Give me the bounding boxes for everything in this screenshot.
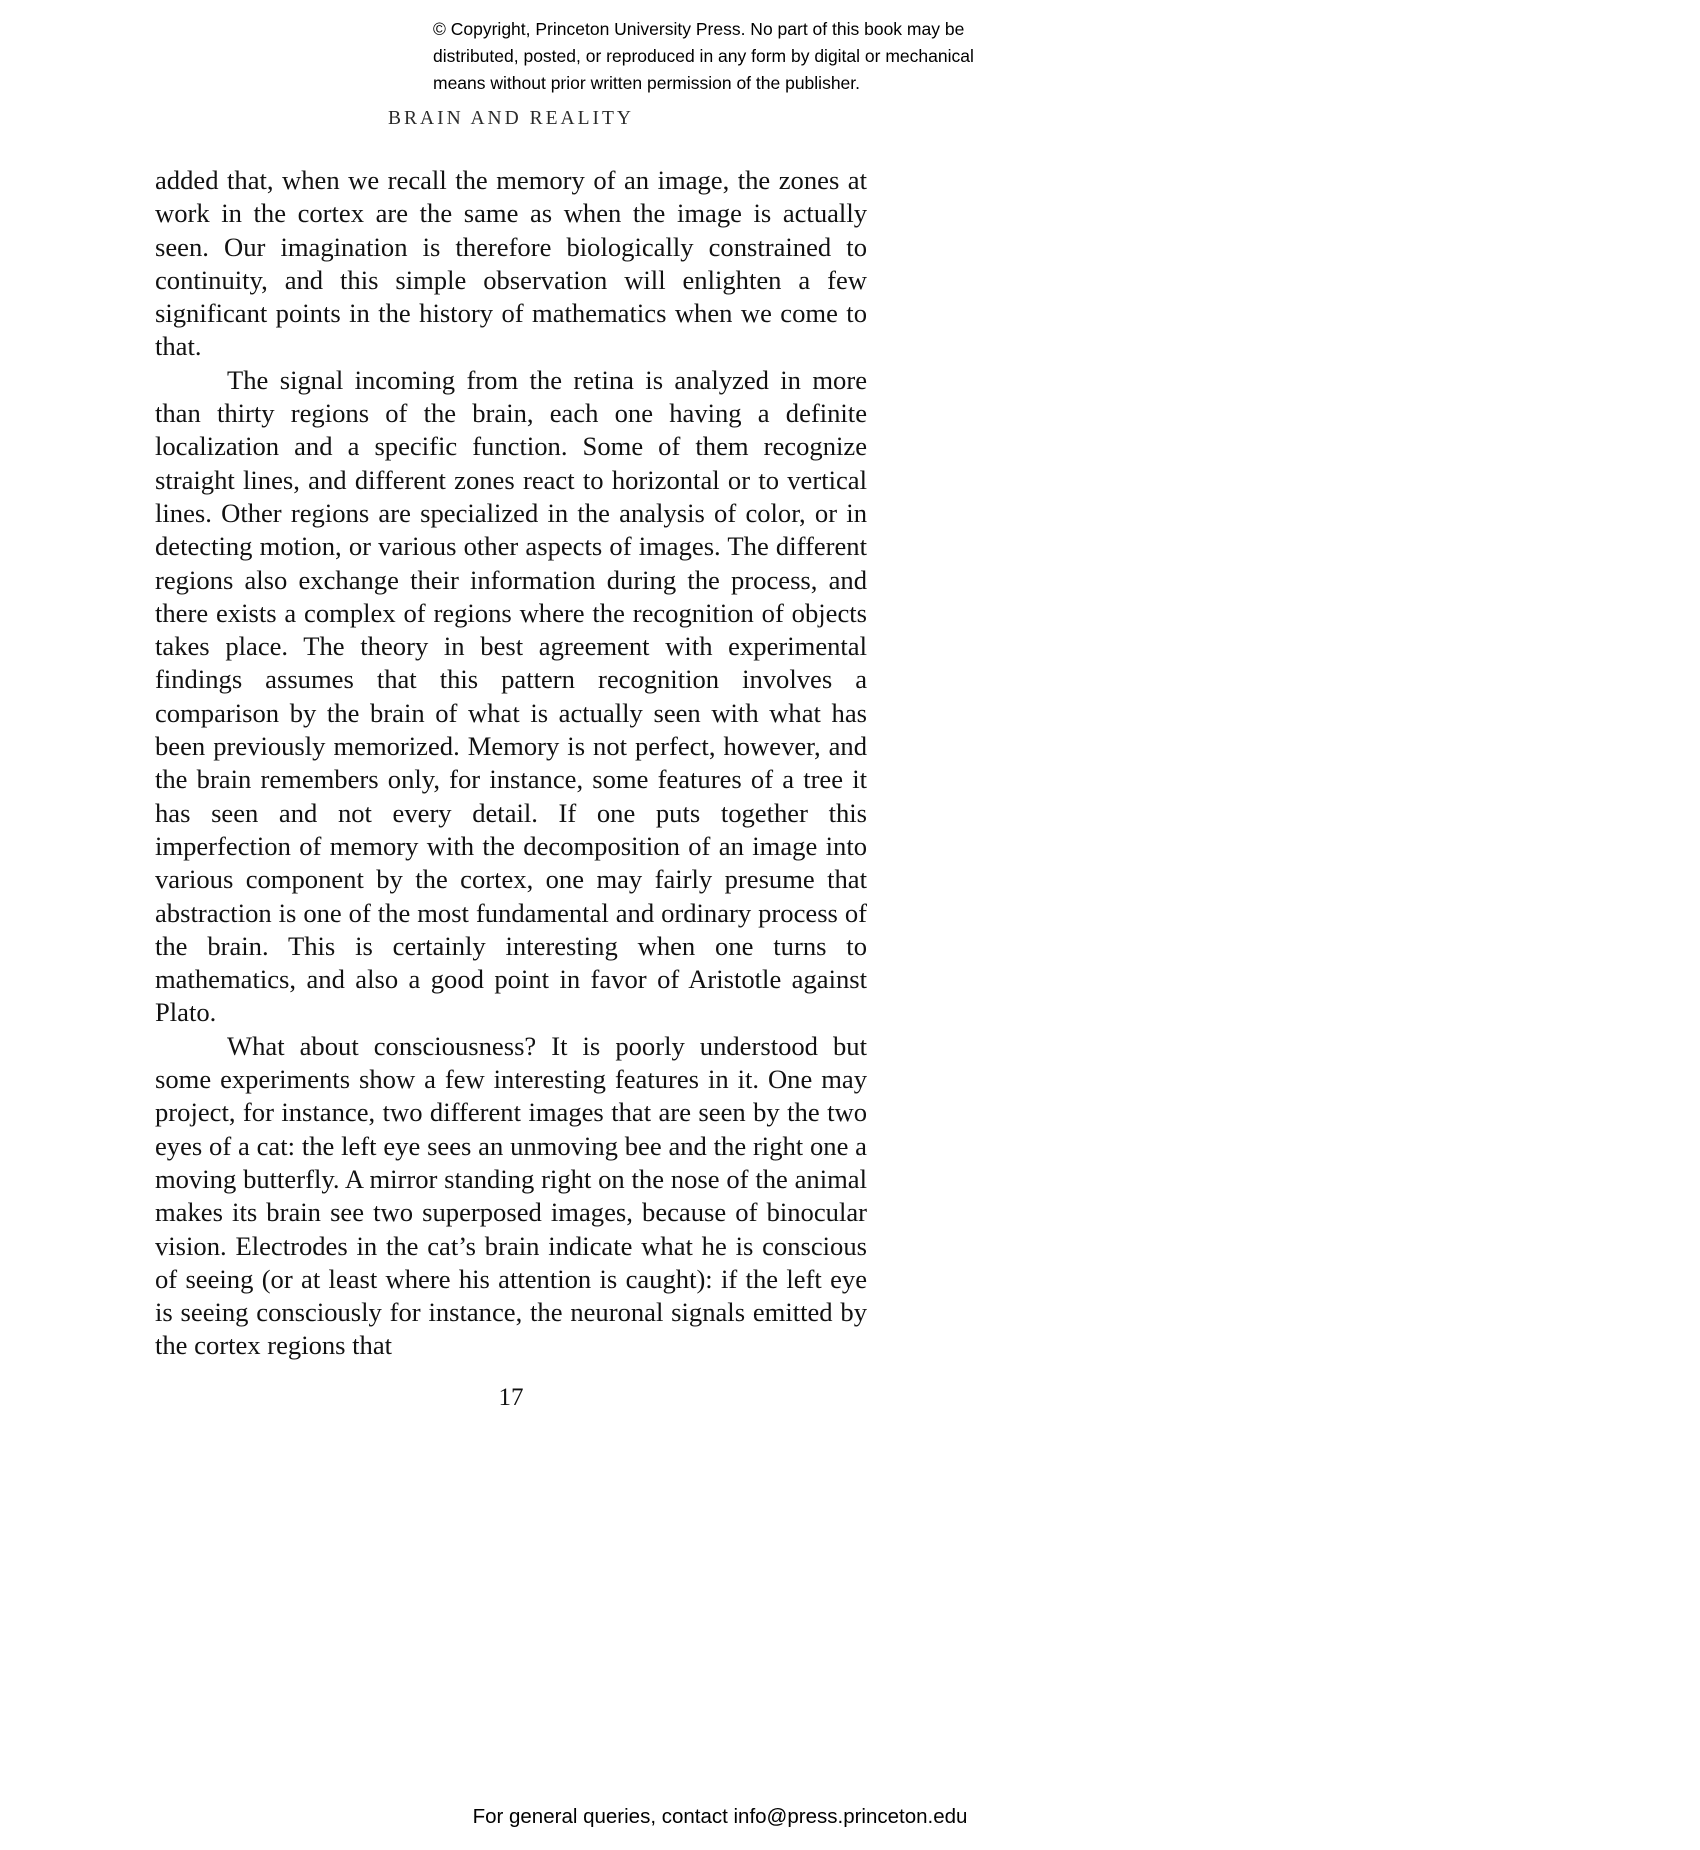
copyright-notice: [433, 16, 1033, 97]
copyright-line: © Copyright, Princeton University Press. No part of this book may be: [433, 19, 965, 39]
paragraph: added that, when we recall the memory of an image, the zones at work in the cortex are the same as when the image is actually seen. Our imagination is therefore biologically constrained to continuity, and this simple observation will enlighten a few significant points in the history of mathematics when we come to that.: [155, 165, 867, 362]
running-head: BRAIN AND REALITY: [388, 108, 634, 129]
footer-contact: For general queries, contact info@press.princeton.edu: [472, 1805, 968, 1828]
copyright-line: distributed, posted, or reproduced in any form by digital or mechanical: [433, 46, 974, 67]
page-number: 17: [498, 1384, 524, 1411]
paragraph: The signal incoming from the retina is analyzed in more than thirty regions of the brain, each one having a definite localization and a specific function. Some of them recognize straight lines, and different zones react to horizontal or to vertical lines. Other regions are specialized in the analysis of color, or in detecting motion, or various other aspects of images. The different regions also exchange their information during the process, and there exists a complex of regions where the recognition of objects takes place. The theory in best agreement with experimental findings assumes that this pattern recognition involves a comparison by the brain of what is actually seen with what has been previously memorized. Memory is not perfect, however, and the brain remembers only, for instance, some features of a tree it has seen and not every detail. If one puts together this imperfection of memory with the decomposition of an image into various component by the cortex, one may fairly presume that abstraction is one of the most fundamental and ordinary process of the brain. This is certainly interesting when one turns to mathematics, and also a good point in favor of Aristotle against Plato.: [155, 364, 867, 1028]
page-body-text: [155, 164, 867, 1363]
copyright-line: means without prior written permission of the publisher.: [433, 73, 861, 94]
paragraph: What about consciousness? It is poorly understood but some experiments show a few interesting features in it. One may project, for instance, two different images that are seen by the two eyes of a cat: the left eye sees an unmoving bee and the right one a moving butterfly. A mirror standing right on the nose of the animal makes its brain see two superposed images, because of binocular vision. Electrodes in the cat’s brain indicate what he is conscious of seeing (or at least where his attention is caught): if the left eye is seeing consciously for instance, the neuronal signals emitted by the cortex regions that: [155, 1030, 867, 1361]
